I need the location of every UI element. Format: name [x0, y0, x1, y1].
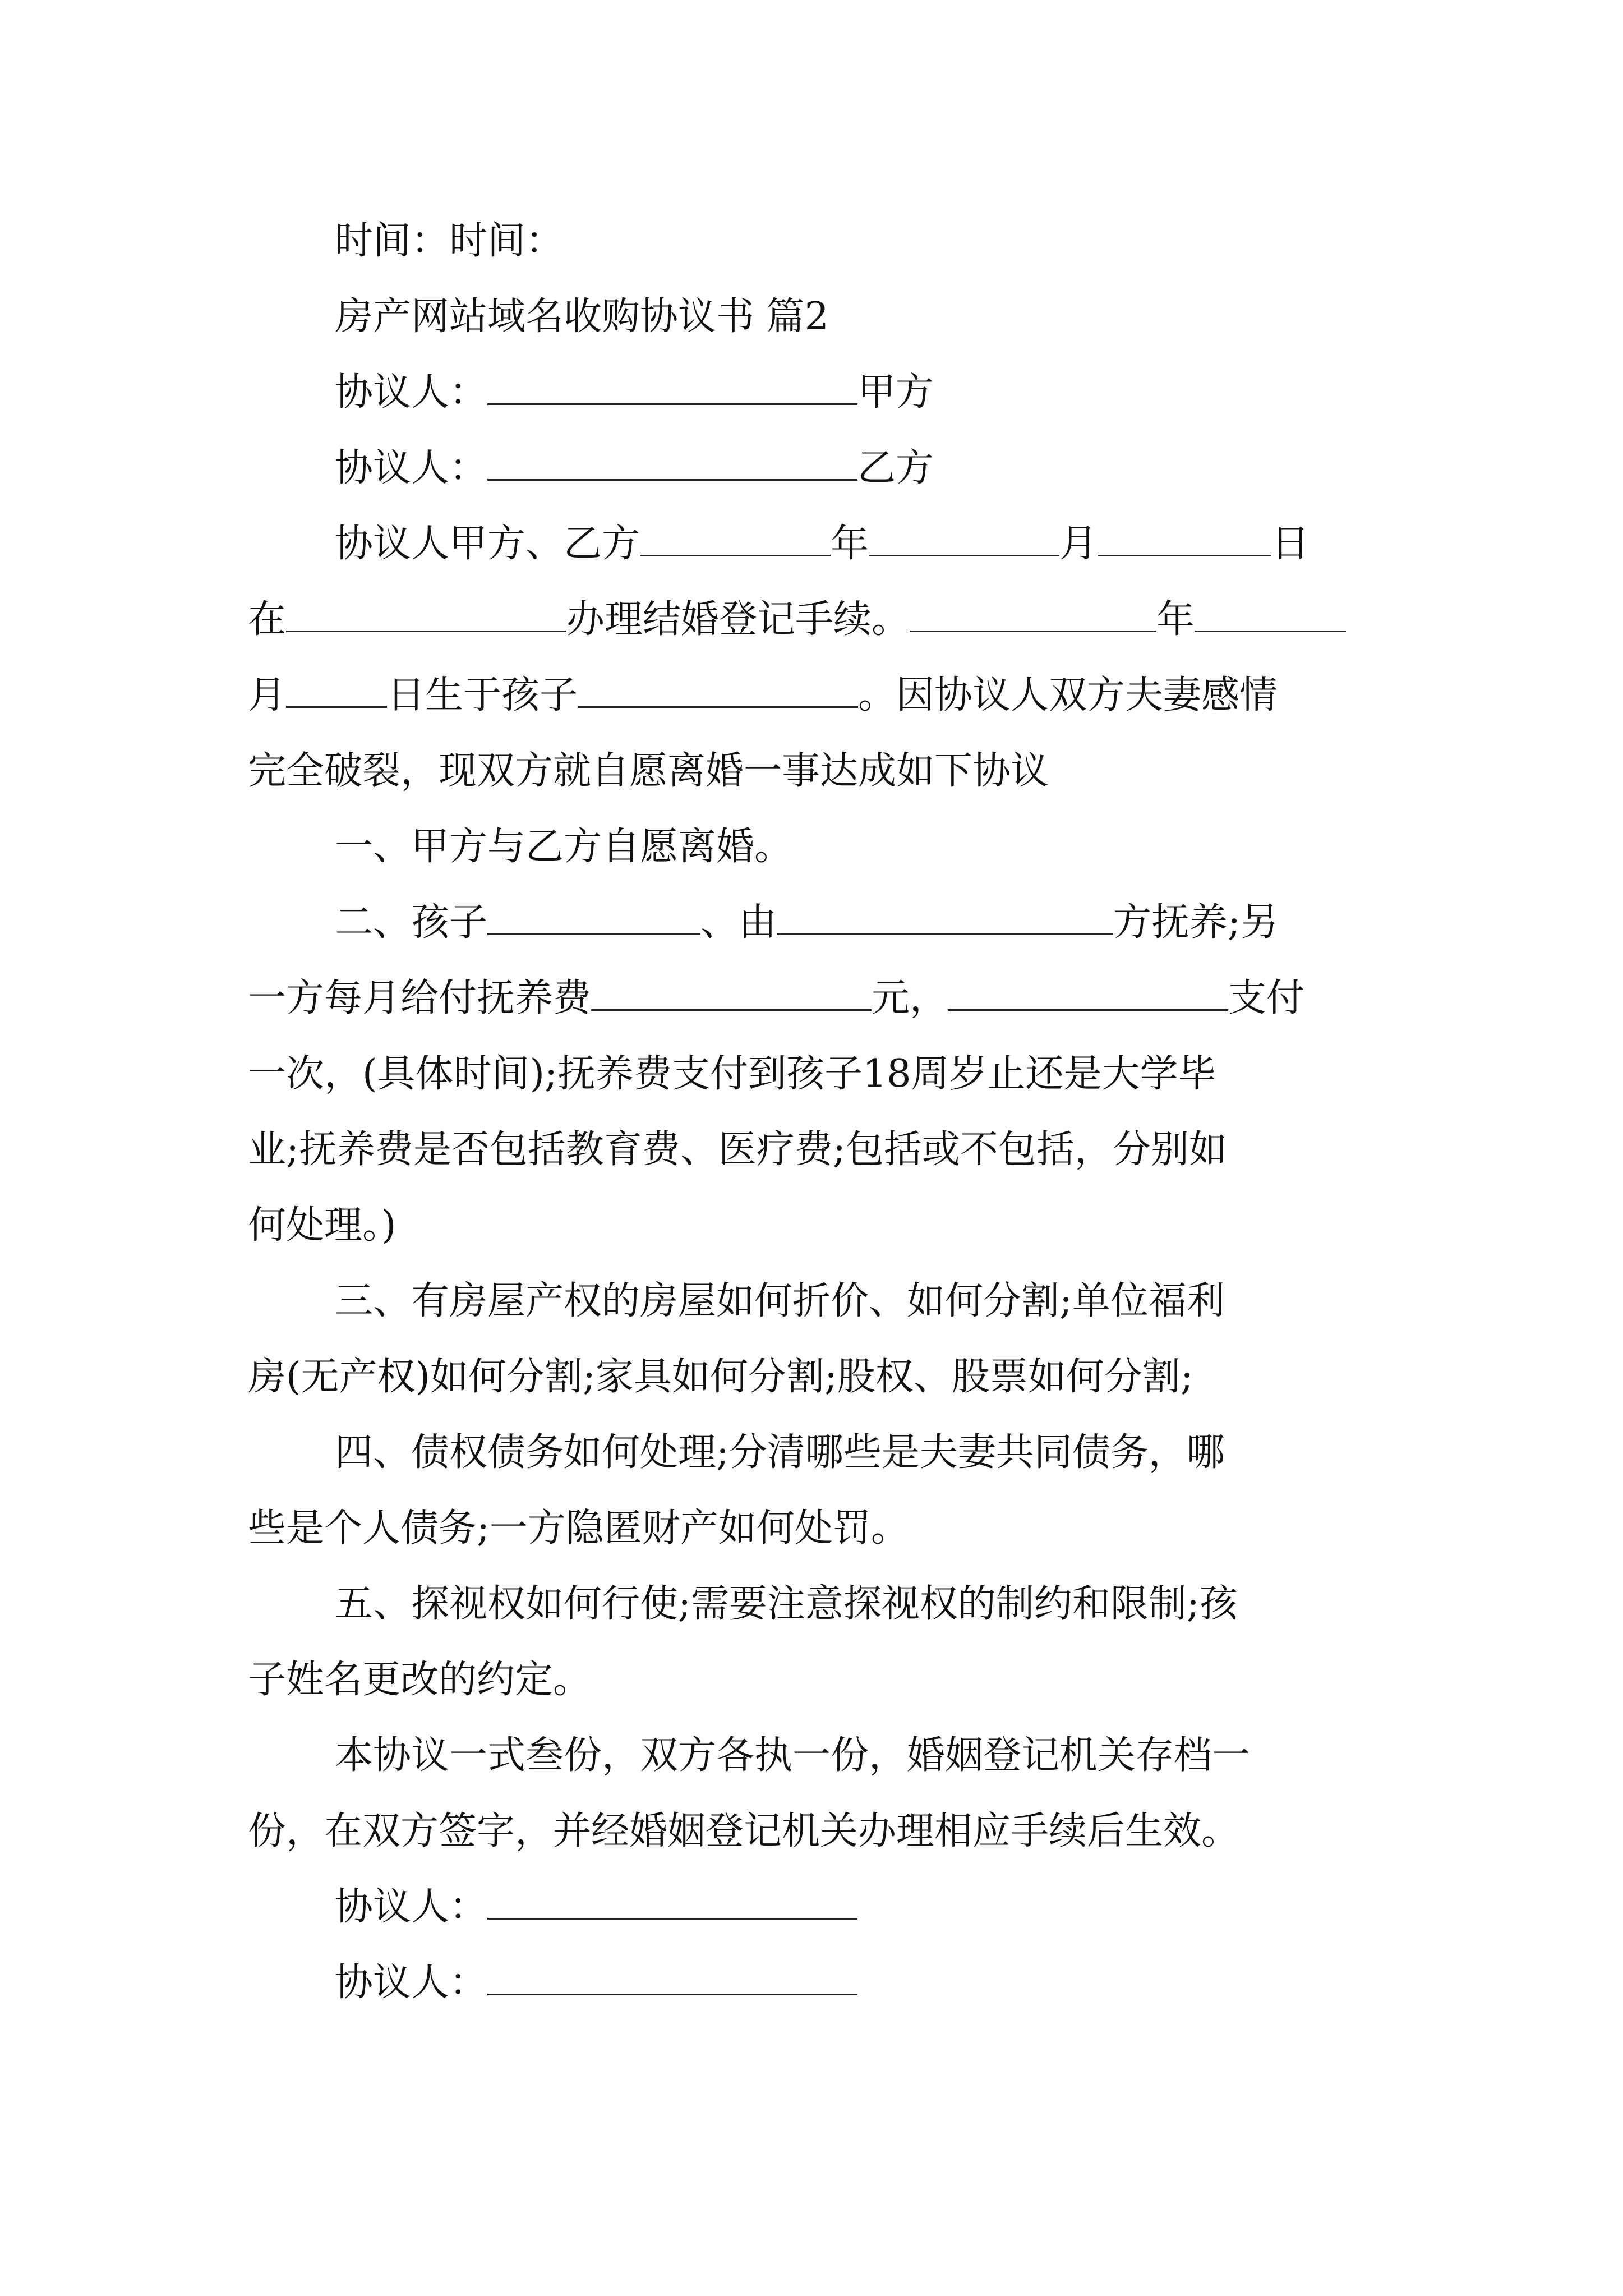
effect-text: 本协议一式叁份，双方各执一份，婚姻登记机关存档一 — [335, 1733, 1251, 1778]
clause-four-line-2 — [248, 1506, 1398, 1551]
signature-line-1 — [335, 1885, 1398, 1930]
clause-text: 元， — [872, 976, 948, 1020]
party-label: 协议人： — [335, 370, 488, 415]
clause-text: 一方每月给付抚养费 — [248, 976, 592, 1020]
clause-five-line-1 — [335, 1582, 1398, 1627]
payment-period-blank — [948, 977, 1228, 1011]
time-line — [335, 219, 1398, 264]
child-blank — [487, 901, 700, 935]
effect-text: 份，在双方签字，并经婚姻登记机关办理相应手续后生效。 — [248, 1809, 1240, 1853]
registration-line — [248, 597, 1398, 642]
party-label: 协议人： — [335, 446, 488, 490]
paragraph-line — [248, 749, 1398, 794]
clause-text: 方抚养;另 — [1113, 900, 1279, 945]
clause-text: 些是个人债务;一方隐匿财产如何处罚。 — [248, 1506, 909, 1550]
birth-day-blank — [286, 674, 387, 708]
document-title — [335, 295, 1398, 339]
clause-five-line-2 — [248, 1658, 1398, 1703]
clause-text: 子姓名更改的约定。 — [248, 1658, 592, 1702]
birth-year-blank — [910, 598, 1156, 632]
clause-text: 二、孩子 — [335, 900, 488, 945]
clause-one — [335, 825, 1398, 869]
signature-blank — [487, 1961, 857, 1995]
month-label: 月 — [1059, 522, 1098, 566]
marriage-date-line — [335, 522, 1398, 567]
clause-text: 何处理。) — [248, 1203, 396, 1248]
party-b-label: 乙方 — [857, 446, 934, 490]
party-b-line — [335, 446, 1398, 491]
day-blank — [1098, 522, 1271, 556]
clause-text: 房(无产权)如何分割;家具如何分割;股权、股票如何分割; — [248, 1355, 1193, 1399]
effect-line-2 — [248, 1809, 1398, 1854]
party-a-blank — [487, 371, 857, 405]
clause-text: 一、甲方与乙方自愿离婚。 — [335, 825, 793, 869]
year-label: 年 — [831, 522, 869, 566]
party-b-blank — [487, 447, 857, 481]
breakdown-text: 。因协议人双方夫妻感情 — [858, 673, 1278, 717]
clause-two-line-4 — [248, 1128, 1398, 1172]
clause-text: 五、探视权如何行使;需要注意探视权的制约和限制;孩 — [335, 1582, 1238, 1626]
custody-blank — [777, 901, 1113, 935]
child-name-blank — [578, 674, 858, 708]
birth-month-label: 月 — [248, 673, 287, 717]
clause-two-line-1 — [335, 900, 1398, 945]
signature-label: 协议人： — [335, 1961, 488, 2005]
birth-year-label: 年 — [1156, 597, 1195, 642]
registration-text: 办理结婚登记手续。 — [566, 597, 910, 642]
support-amount-blank — [591, 977, 872, 1011]
clause-text: 三、有房屋产权的房屋如何折价、如何分割;单位福利 — [335, 1279, 1225, 1323]
marriage-date-label: 协议人甲方、乙方 — [335, 522, 640, 566]
birth-child-label: 日生于孩子 — [387, 673, 578, 717]
month-blank — [869, 522, 1059, 556]
clause-three-line-2 — [248, 1355, 1398, 1400]
party-a-label: 甲方 — [857, 370, 934, 415]
clause-two-line-3 — [248, 1052, 1398, 1097]
clause-three-line-1 — [335, 1279, 1398, 1324]
signature-blank — [487, 1885, 857, 1920]
clause-text: 支付 — [1228, 976, 1305, 1020]
clause-two-line-5 — [248, 1203, 1398, 1248]
signature-label: 协议人： — [335, 1885, 488, 1929]
title-text: 房产网站域名收购协议书 篇2 — [335, 295, 829, 339]
paragraph-text: 完全破裂，现双方就自愿离婚一事达成如下协议 — [248, 749, 1049, 793]
party-a-line — [335, 370, 1398, 415]
clause-text: 业;抚养费是否包括教育费、医疗费;包括或不包括，分别如 — [248, 1128, 1227, 1172]
time-text: 时间：时间： — [335, 219, 564, 263]
clause-text: 四、债权债务如何处理;分清哪些是夫妻共同债务，哪 — [335, 1430, 1225, 1475]
clause-four-line-1 — [335, 1430, 1398, 1475]
effect-line-1 — [335, 1733, 1398, 1778]
clause-two-line-2 — [248, 976, 1398, 1021]
location-blank — [286, 598, 566, 632]
birth-month-start-blank — [1195, 598, 1346, 632]
clause-text: 、由 — [700, 900, 777, 945]
clause-text: 一次，(具体时间);抚养费支付到孩子18周岁止还是大学毕 — [248, 1052, 1216, 1096]
birth-line — [248, 673, 1398, 718]
signature-line-2 — [335, 1961, 1398, 2005]
location-label: 在 — [248, 597, 287, 642]
day-label: 日 — [1271, 522, 1310, 566]
year-blank — [640, 522, 831, 556]
